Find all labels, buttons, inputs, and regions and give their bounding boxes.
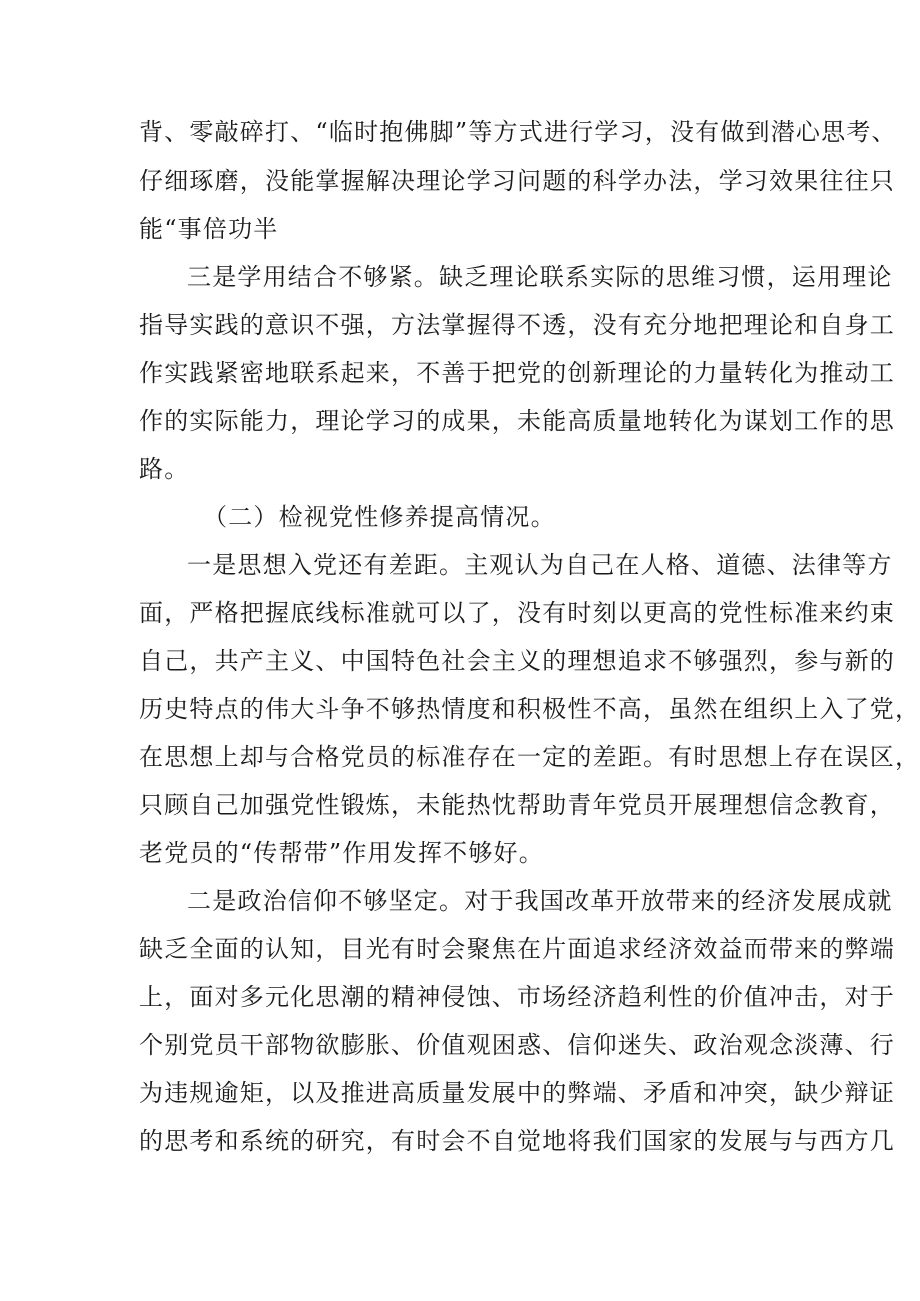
text-line: 背、零敲碎打、“临时抱佛脚”等方式进行学习，没有做到潜心思考、	[139, 118, 897, 146]
text-line: 历史特点的伟大斗争不够热情度和积极性不高，虽然在组织上入了党，	[139, 695, 920, 723]
text-line: 仔细琢磨，没能掌握解决理论学习问题的科学办法，学习效果往往只	[139, 167, 895, 195]
text-line: 上，面对多元化思潮的精神侵蚀、市场经济趋利性的价值冲击，对于	[139, 983, 895, 1011]
text-line: 路。	[139, 455, 190, 483]
text-line: 老党员的“传帮带”作用发挥不够好。	[139, 839, 544, 867]
text-line: 在思想上却与合格党员的标准存在一定的差距。有时思想上存在误区，	[139, 743, 920, 771]
text-line: 自己，共产主义、中国特色社会主义的理想追求不够强烈，参与新的	[139, 647, 895, 675]
paragraph-first-line: 二是政治信仰不够坚定。对于我国改革开放带来的经济发展成就	[187, 887, 893, 915]
paragraph-first-line: 三是学用结合不够紧。缺乏理论联系实际的思维习惯，运用理论	[187, 263, 893, 291]
paragraph-first-line: 一是思想入党还有差距。主观认为自己在人格、道德、法律等方	[187, 551, 893, 579]
text-line: 面，严格把握底线标准就可以了，没有时刻以更高的党性标准来约束	[139, 599, 895, 627]
text-line: 作实践紧密地联系起来，不善于把党的创新理论的力量转化为推动工	[139, 359, 895, 387]
section-heading: （二）检视党性修养提高情况。	[203, 503, 556, 531]
text-line: 缺乏全面的认知，目光有时会聚焦在片面追求经济效益而带来的弊端	[139, 935, 895, 963]
text-line: 作的实际能力，理论学习的成果，未能高质量地转化为谋划工作的思	[139, 407, 895, 435]
text-line: 只顾自己加强党性锻炼，未能热忱帮助青年党员开展理想信念教育，	[139, 791, 895, 819]
text-line: 指导实践的意识不强，方法掌握得不透，没有充分地把理论和自身工	[139, 311, 895, 339]
text-line: 能“事倍功半	[139, 215, 279, 243]
text-line: 为违规逾矩，以及推进高质量发展中的弊端、矛盾和冲突，缺少辩证	[139, 1079, 895, 1107]
text-line: 的思考和系统的研究，有时会不自觉地将我们国家的发展与与西方几	[139, 1127, 895, 1155]
text-line: 个别党员干部物欲膨胀、价值观困惑、信仰迷失、政治观念淡薄、行	[139, 1031, 895, 1059]
